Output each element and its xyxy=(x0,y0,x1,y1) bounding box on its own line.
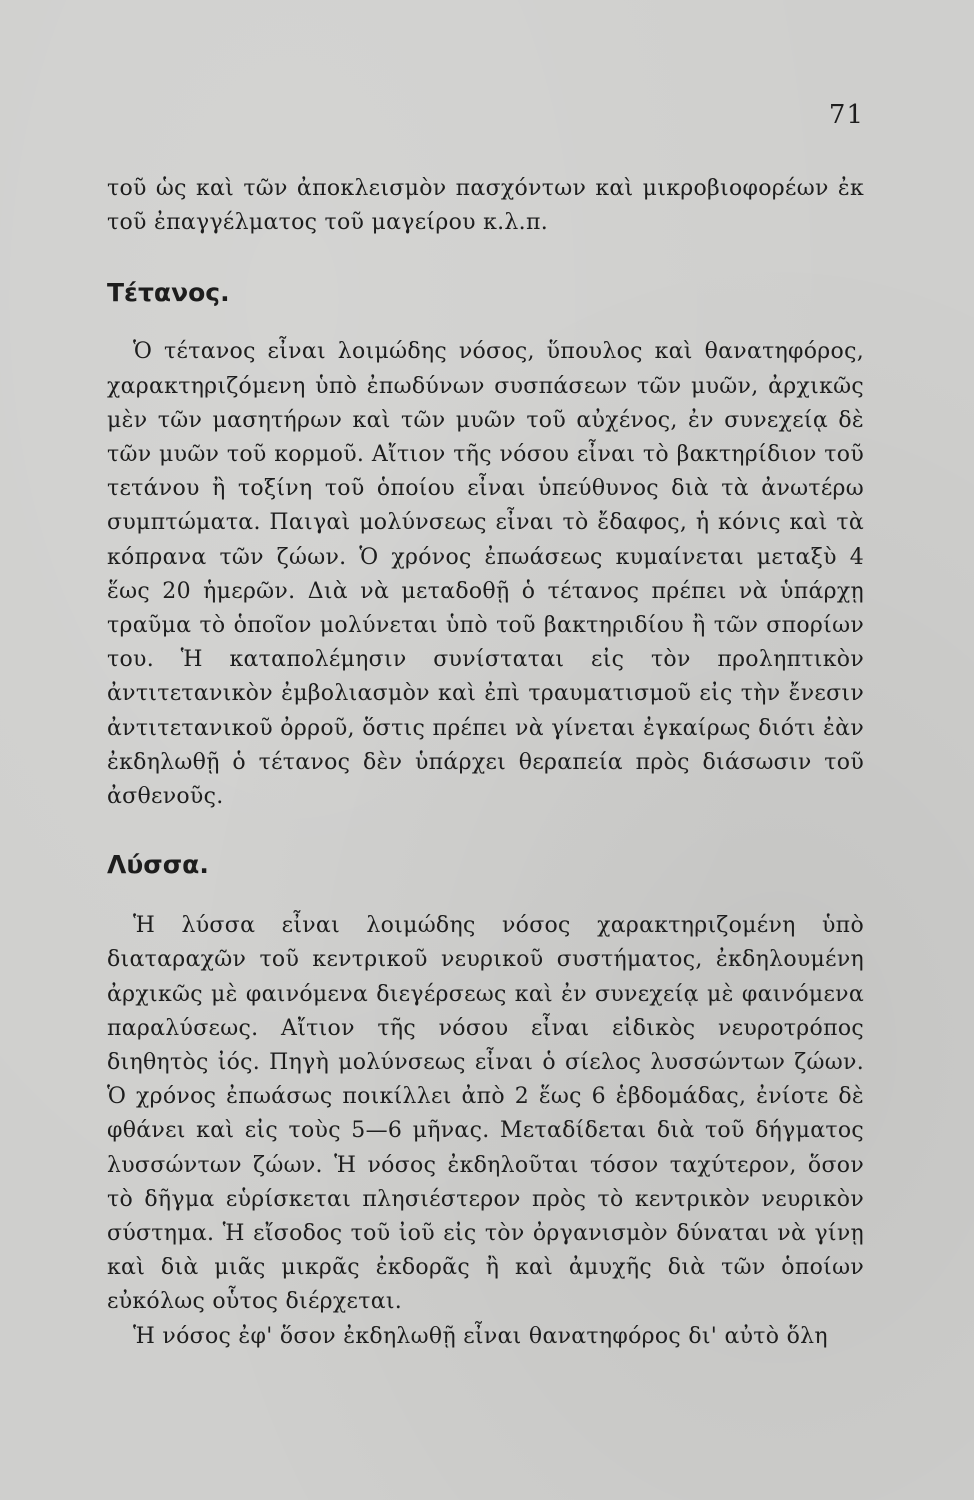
heading-tetanus: Τέτανος. xyxy=(107,278,230,308)
page-number: 71 xyxy=(828,100,864,130)
rabies-paragraph-2: Ἡ νόσος ἐφ' ὅσον ἐκδηλωθῇ εἶναι θανατηφόρος δι' αὐτὸ ὅλη xyxy=(133,1323,828,1349)
intro-paragraph: τοῦ ὡς καὶ τῶν ἀποκλεισμὸν πασχόντων καὶ μικροβιοφορέων ἐκ τοῦ ἐπαγγέλματος τοῦ μαγείρου κ.λ.π. xyxy=(107,176,864,236)
page-content xyxy=(107,172,864,1354)
rabies-paragraph-1: Ἡ λύσσα εἶναι λοιμώδης νόσος χαρακτηριζομένη ὑπὸ διαταραχῶν τοῦ κεντρικοῦ νευρικοῦ συστήματος, ἐκδηλουμένη ἀρχικῶς μὲ φαινόμενα διεγέρσεως καὶ ἐν συνεχείᾳ μὲ φαινόμενα παραλύσεως. Αἴτιον τῆς νόσου εἶναι εἰδικὸς νευροτρόπος διηθητὸς ἰός. Πηγὴ μολύνσεως εἶναι ὁ σίελος λυσσώντων ζώων. Ὁ χρόνος ἐπωάσως ποικίλλει ἀπὸ 2 ἕως 6 ἑβδομάδας, ἐνίοτε δὲ φθάνει καὶ εἰς τοὺς 5—6 μῆνας. Μεταδίδεται διὰ τοῦ δήγματος λυσσώντων ζώων. Ἡ νόσος ἐκδηλοῦται τόσον ταχύτερον, ὅσον τὸ δῆγμα εὑρίσκεται πλησιέστερον πρὸς τὸ κεντρικὸν νευρικὸν σύστημα. Ἡ εἴσοδος τοῦ ἰοῦ εἰς τὸν ὀργανισμὸν δύναται νὰ γίνῃ καὶ διὰ μιᾶς μικρᾶς ἐκδορᾶς ἢ καὶ ἀμυχῆς διὰ τῶν ὁποίων εὐκόλως οὗτος διέρχεται. xyxy=(107,913,864,1315)
tetanus-paragraph: Ὁ τέτανος εἶναι λοιμώδης νόσος, ὕπουλος καὶ θανατηφόρος, χαρακτηριζόμενη ὑπὸ ἐπωδύνων συσπάσεων τῶν μυῶν, ἀρχικῶς μὲν τῶν μασητήρων καὶ τῶν μυῶν τοῦ αὐχένος, ἐν συνεχείᾳ δὲ τῶν μυῶν τοῦ κορμοῦ. Αἴτιον τῆς νόσου εἶναι τὸ βακτηρίδιον τοῦ τετάνου ἢ τοξίνη τοῦ ὁποίου εἶναι ὑπεύθυνος διὰ τὰ ἀνωτέρω συμπτώματα. Παιγαὶ μολύνσεως εἶναι τὸ ἔδαφος, ἡ κόνις καὶ τὰ κόπρανα τῶν ζώων. Ὁ χρόνος ἐπωάσεως κυμαίνεται μεταξὺ 4 ἕως 20 ἡμερῶν. Διὰ νὰ μεταδοθῇ ὁ τέτανος πρέπει νὰ ὑπάρχῃ τραῦμα τὸ ὁποῖον μολύνεται ὑπὸ τοῦ βακτηριδίου ἢ τῶν σπορίων του. Ἡ καταπολέμησιν συνίσταται εἰς τὸν προληπτικὸν ἀντιτετανικὸν ἐμβολιασμὸν καὶ ἐπὶ τραυματισμοῦ εἰς τὴν ἔνεσιν ἀντιτετανικοῦ ὀρροῦ, ὅστις πρέπει νὰ γίνεται ἐγκαίρως διότι ἐὰν ἐκδηλωθῇ ὁ τέτανος δὲν ὑπάρχει θεραπεία πρὸς διάσωσιν τοῦ ἀσθενοῦς. xyxy=(107,339,864,810)
heading-rabies: Λύσσα. xyxy=(107,850,209,880)
